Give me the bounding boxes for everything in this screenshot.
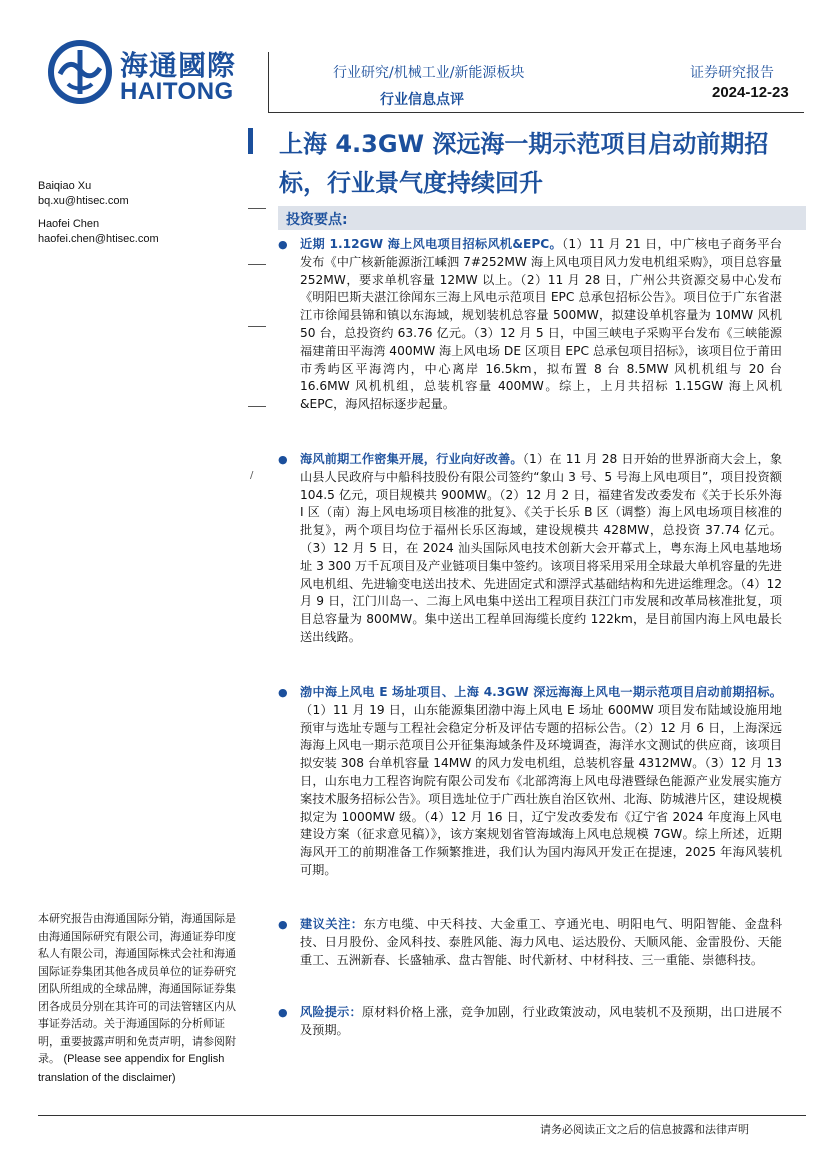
point-body: （1）在 11 月 28 日开始的世界浙商大会上，象山县人民政府与中船科技股份有限公司签约“象山 3 号、5 号海上风电项目”，项目投资额 104.5 亿元，项目规模共 900MW。（2）12 月 2 日，福建省发改委发布《关于长乐外海 I 区（南）海上风电场项目核准的批复》、《关于长乐 B 区（调整）海上风电场项目核准的批复》，两个项目均位于福州长乐区海域，建设规模共 428MW，总投资 37.74 亿元。（3）12 月 5 日，在 2024 汕头国际风电技术创新大会开幕式上，粤东海上风电基地场址 3 300 万千瓦项目及产业链项目集中签约。该项目将采用采用全球最大单机容量的先进风电机组、先进输变电送出技术、先进固定式和漂浮式基础结构和先进运维理念。（4）12 月 9 日，江门川岛一、二海上风电集中送出工程项目获江门市发展和改革局核准批复，项目总容量为 800MW。集中送出工程单回海缆长度约 122km，是目前国内海上风电最长送出线路。 [300, 452, 783, 644]
bullet-icon: ● [278, 686, 288, 699]
analyst-email[interactable]: haofei.chen@htisec.com [38, 233, 159, 245]
point-paragraph [300, 684, 782, 880]
point-lead: 海风前期工作密集开展，行业向好改善。 [300, 452, 523, 466]
margin-mark: / [250, 470, 254, 481]
report-date: 2024-12-23 [712, 84, 789, 101]
logo-chinese-text: 海通國際 [120, 49, 237, 82]
margin-dash [248, 406, 266, 407]
margin-dash [248, 326, 266, 327]
point-body: （1）11 月 19 日，山东能源集团渤中海上风电 E 场址 600MW 项目发布陆域设施用地预审与选址专题与工程社会稳定分析及评估专题的招标公告。（2）12 月 6 日，上海深远海海上风电一期示范项目公开征集海域条件及环境调查，海洋水文测试的供应商，该项目拟安装 308 台单机容量 14MW 的风力发电机组，总装机容量 4312MW。（3）12 月 13 日，山东电力工程咨询院有限公司发布《北部湾海上风电母港暨绿色能源产业发展实施方案技术服务招标公告》。项目选址位于广西壮族自治区钦州、北海、防城港片区，建设规模拟定为 1000MW 级。（4）12 月 16 日，辽宁发改委发布《辽宁省 2024 年度海上风电建设方案（征求意见稿）》，该方案规划省管海域海上风电总规模 7GW。综上所述，近期海风开工的前期准备工作频繁推进，我们认为国内海风开发正在提速，2025 年海风装机可期。 [300, 702, 782, 877]
point-paragraph [300, 236, 782, 414]
point-lead: 风险提示： [300, 1005, 362, 1019]
haitong-logo [48, 40, 248, 106]
title-accent-bar [248, 128, 253, 154]
logo-english-text: HAITONG [120, 78, 234, 105]
point-paragraph [300, 1004, 782, 1040]
report-label: 证券研究报告 [690, 65, 774, 81]
bullet-icon: ● [278, 238, 288, 251]
analyst-name: Haofei Chen [38, 218, 100, 230]
bullet-icon: ● [278, 453, 288, 466]
point-paragraph [300, 451, 782, 647]
footer-text: 请务必阅读正文之后的信息披露和法律声明 [540, 1123, 749, 1136]
bullet-icon: ● [278, 918, 288, 931]
point-lead: 建议关注： [300, 917, 364, 931]
disclaimer-note [38, 910, 236, 1087]
header-divider [268, 52, 269, 112]
haitong-emblem-icon [48, 40, 112, 104]
point-lead: 近期 1.12GW 海上风电项目招标风机&EPC。 [300, 237, 563, 251]
report-type: 行业信息点评 [380, 92, 464, 108]
disclaimer-cn: 本研究报告由海通国际分销，海通国际是由海通国际研究有限公司，海通证券印度私人有限公司，海通国际株式会社和海通国际证券集团其他各成员单位的证券研究团队所组成的全球品牌，海通国际证券集团各成员分别在其许可的司法管辖区内从事证券活动。关于海通国际的分析师证明，重要披露声明和免责声明，请参阅附录。 [38, 912, 236, 1065]
point-body: 东方电缆、中天科技、大金重工、亨通光电、明阳电气、明阳智能、金盘科技、日月股份、金风科技、泰胜风能、海力风电、运达股份、天顺风能、金雷股份、天能重工、五洲新春、长盛轴承、盘古智能、时代新材、中材科技、三一重能、崇德科技。 [300, 917, 783, 967]
report-title: 上海 4.3GW 深远海一期示范项目启动前期招标，行业景气度持续回升 [279, 130, 769, 197]
point-body: （1）11 月 21 日，中广核电子商务平台发布《中广核新能源浙江嵊泗 7#252MW 海上风电项目风力发电机组采购》，项目总容量 252MW，要求单机容量 12MW 以上。（2）11 月 28 日，广州公共资源交易中心发布《明阳巴斯夫湛江徐闻东三海上风电示范项目 EPC 总承包招标公告》。项目位于广东省湛江市徐闻县锦和镇以东海域，规划装机总容量 500MW，拟建设单机容量为 10MW 风机 50 台，总投资约 63.76 亿元。（3）12 月 5 日，中国三峡电子采购平台发布《三峡能源福建莆田平海湾 400MW 海上风电场 DE 区项目 EPC 总承包项目招标》，该项目位于莆田市秀屿区平海湾内，中心离岸 16.5km，拟布置 8 台 8.5MW 风机机组与 20 台 16.6MW 风机机组，总装机容量 400MW。综上，上月共招标 1.15GW 海上风机&EPC，海风招标逐步起量。 [300, 237, 782, 412]
footer-rule [38, 1115, 806, 1116]
point-paragraph [300, 916, 782, 969]
bullet-icon: ● [278, 1006, 288, 1019]
report-category: 行业研究/机械工业/新能源板块 [333, 65, 525, 81]
margin-dash [248, 208, 266, 209]
analyst-name: Baiqiao Xu [38, 180, 92, 192]
analyst-email[interactable]: bq.xu@htisec.com [38, 195, 129, 207]
section-header [278, 206, 806, 230]
disclaimer-en: (Please see appendix for English translation of the disclaimer) [38, 1053, 225, 1084]
margin-dash [248, 264, 266, 265]
section-title: 投资要点: [286, 212, 348, 228]
point-body: 原材料价格上涨，竞争加剧，行业政策波动，风电装机不及预期，出口进展不及预期。 [300, 1005, 783, 1037]
point-lead: 渤中海上风电 E 场址项目、上海 4.3GW 深远海海上风电一期示范项目启动前期招标。 [300, 685, 782, 699]
header-rule [268, 112, 804, 113]
